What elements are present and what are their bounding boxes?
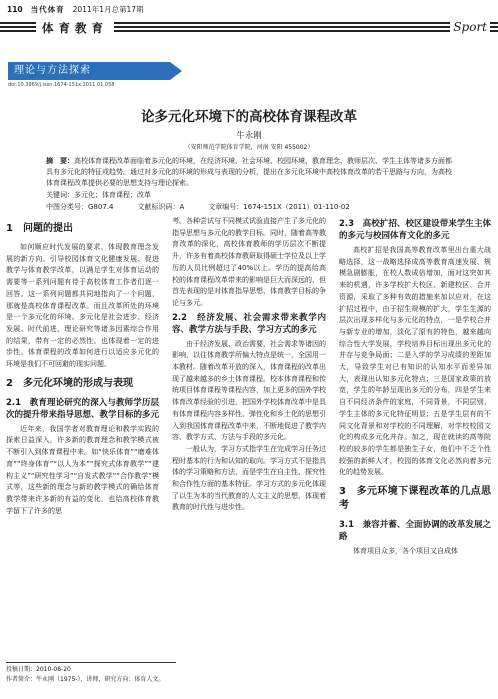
footnote [6,662,176,685]
abstract-label: 摘 要： [46,157,74,165]
paragraph: 如何顺应时代发展的要求、体现教育理念发展的新方向、引导校园体育文化健康发展、促进教学与体育教学改革，以满足学生对体育运动的需要等一系列问题有待于高校体育工作者们逐一回答。这一系列问题都共同地指向了一个问题，那就是高校体育课程改革。而且改革所处的环境是一个多元化的环境。多元化是社会进步、经济发展、时代前进、理论研究等诸多因素综合作用的结果，带有一定的必然性。也体现着一定的进步性。体育课程的改革如何进行以适应多元化的环境是我们不可回避的现实问题。 [6,243,159,369]
clc-number: 中图分类号：G807.4 [46,203,114,211]
heading-1: 1 问题的提出 [6,223,73,234]
article-title: 论多元化环境下的高校体育课程改革 [141,109,357,125]
keywords-label: 关键词： [46,191,74,199]
doi: doi:10.3969/j.issn.1674-151x.2011.01.058 [8,82,115,88]
received-date: 投稿日期：2010-08-20 [6,666,71,673]
document-code: 文献标识码：A [137,203,185,211]
subheading-2-1: 2.1 教育理论研究的深入与教师学历层次的提升带来指导思想、教学目标的多元 [6,397,160,420]
subheading-2-3: 2.3 高校扩招、校区建设带来学生主体的多元与校园体育文化的多元 [339,219,491,241]
column-banner [0,19,498,36]
keywords-text: 多元化；体育课程；改革 [74,191,151,199]
keywords [46,190,151,200]
author-bio: 作者简介：牛永刚（1975-），讲师，研究方向：体育人文。 [6,676,165,683]
paragraph: 一般认为，学习方式指学生在完成学习任务过程时基本的行为和认知的取向。学习方式不是指具体的学习策略和方法，而是学生在自主性、探究性和合作性方面的基本特征。学习方式的多元化体现了以生为本的当代教育的人文主义的思想，体现着教育的时代性与进步性。 [172,444,326,512]
subheading-3-1: 3.1 兼容并蓄、全面协调的改革发展之路 [339,520,491,543]
heading-3: 3 多元环境下课程改革的几点思考 [339,486,491,512]
abstract [46,156,458,188]
author-name: 牛永刚 [236,131,262,141]
page-number: 110 [7,5,23,14]
article-number: 文章编号：1674-151X（2011）01-110-02 [208,203,350,211]
issue-info: 2011年1月总第17期 [72,5,144,14]
section-tag: 理论与方法探索 [8,62,170,80]
body-column-2 [172,216,326,514]
running-header [7,4,144,15]
body-column-1 [6,216,159,517]
section-english: Sport [450,20,490,34]
journal-name: 当代体育 [30,5,65,14]
heading-2: 2 多元化环境的形成与表现 [6,377,133,389]
paragraph: 由于经济发展、政治需要，社会需求等诸因的影响，以往体育教学所偏大特点是统一，全国用一本教材。随着改革开放的深入，体育课程的改革出现了越来越多的乡土体育课程。校本体育课程和传统项目体育课程等课程内容，加上更多的国外学校体育改革经验的引进，把国外学校体育改革中是具有体育课程内容多样性、弹性化和乡土化的思想引入到我国体育课程改革中来，不断地促进了教学内容、教学方式、方法与手段的多元化。 [172,339,326,442]
paragraph: 体育项目众多，各个项目又自成体 [353,547,458,556]
paragraph: 高校扩招是我国高等教育改革里出台重大战略选择，这一战略选择成高等教育高速发展、规模急剧膨胀，在校人数成倍增加，面对这突如其来的机遇，许多学校扩大校区、新建校区、合并资源，采取了多种有效的措施来加以应对，在这扩招过程中，由于招生规模的扩大，学生生源的层次出现多样化与多元化的特点，一是学校合并与新专业的增加，淡化了原有的特色，越来越向综合性大学发展，学校培养目标出现出多元化的并存与竞争局面；二是入学的学习成绩的差距加大，导致学生对已有知识的认知水平而差异加大，表现出认知多元化特点；三是国家政策的放宽，学生的年龄呈现出多元的分布，四是学生来自不同经济条件的家庭，不同背景，不同层别，学生主体的多元化特征明显；五是学生层有的不同文化背景和对学校的不同理解，对学校校园文化的构成多元化并存。加之，现在就读的高等院校的较多的学生都是独生子女，他们中不乏个性较强的新鲜人才，校园的体育文化必然向着多元化的趋势发展。 [339,246,491,477]
body-column-3 [339,216,491,558]
paragraph: 考。各种尝试与不同模式试验直接产生了多元化的指导思想与多元化的教学目标。同时，随着高等教育改革的深化，高校体育教师的学历层次不断提升，许多有着高校体育教研取得硕士学位及以上学历的人员比例超过了40%以上。学历的提高给高校的体育课程改革带来的影响是巨大而深远的，但首先表现的是对体育指导思想、体育教学目标的争论与多元。 [172,217,326,307]
subheading-2-2: 2.2 经济发展、社会需求带来教学内容、教学方法与手段、学习方式的多元 [172,312,326,335]
column-name: 体育教育 [36,20,114,36]
author-affiliation: （安阳师范学院体育学院，河南 安阳 455002） [184,144,314,151]
abstract-text: 高校体育课程改革面临着多元化的环境，在经济环境、社会环境、校园环境、教育理念、教师层次、学生主体等诸多方面都具有多元化的特征或趋势。通过对多元化的环境的形成与表现的分析，提出在多元化环境中高校体育改革的若干思路与方向，为高校体育课程改革提供必要的思想支持与理论探索。 [46,157,452,187]
classification-line [46,202,458,212]
paragraph: 近年来，我国学者对教育理论和教学实践的探索日益深入，许多新的教育理念和教学模式被不断引入到体育课程中来。如“快乐体育”“磨难体育”“终身体育”“以人为本”“探究式体育教学”“建构主义”“研究性学习”“自发式教学”“合作教学”模式等，这些新的理念与新的教学模式的确给体育教学带来许多新的有益的变化，也给高校体育教学留下了许多的思 [6,424,159,515]
